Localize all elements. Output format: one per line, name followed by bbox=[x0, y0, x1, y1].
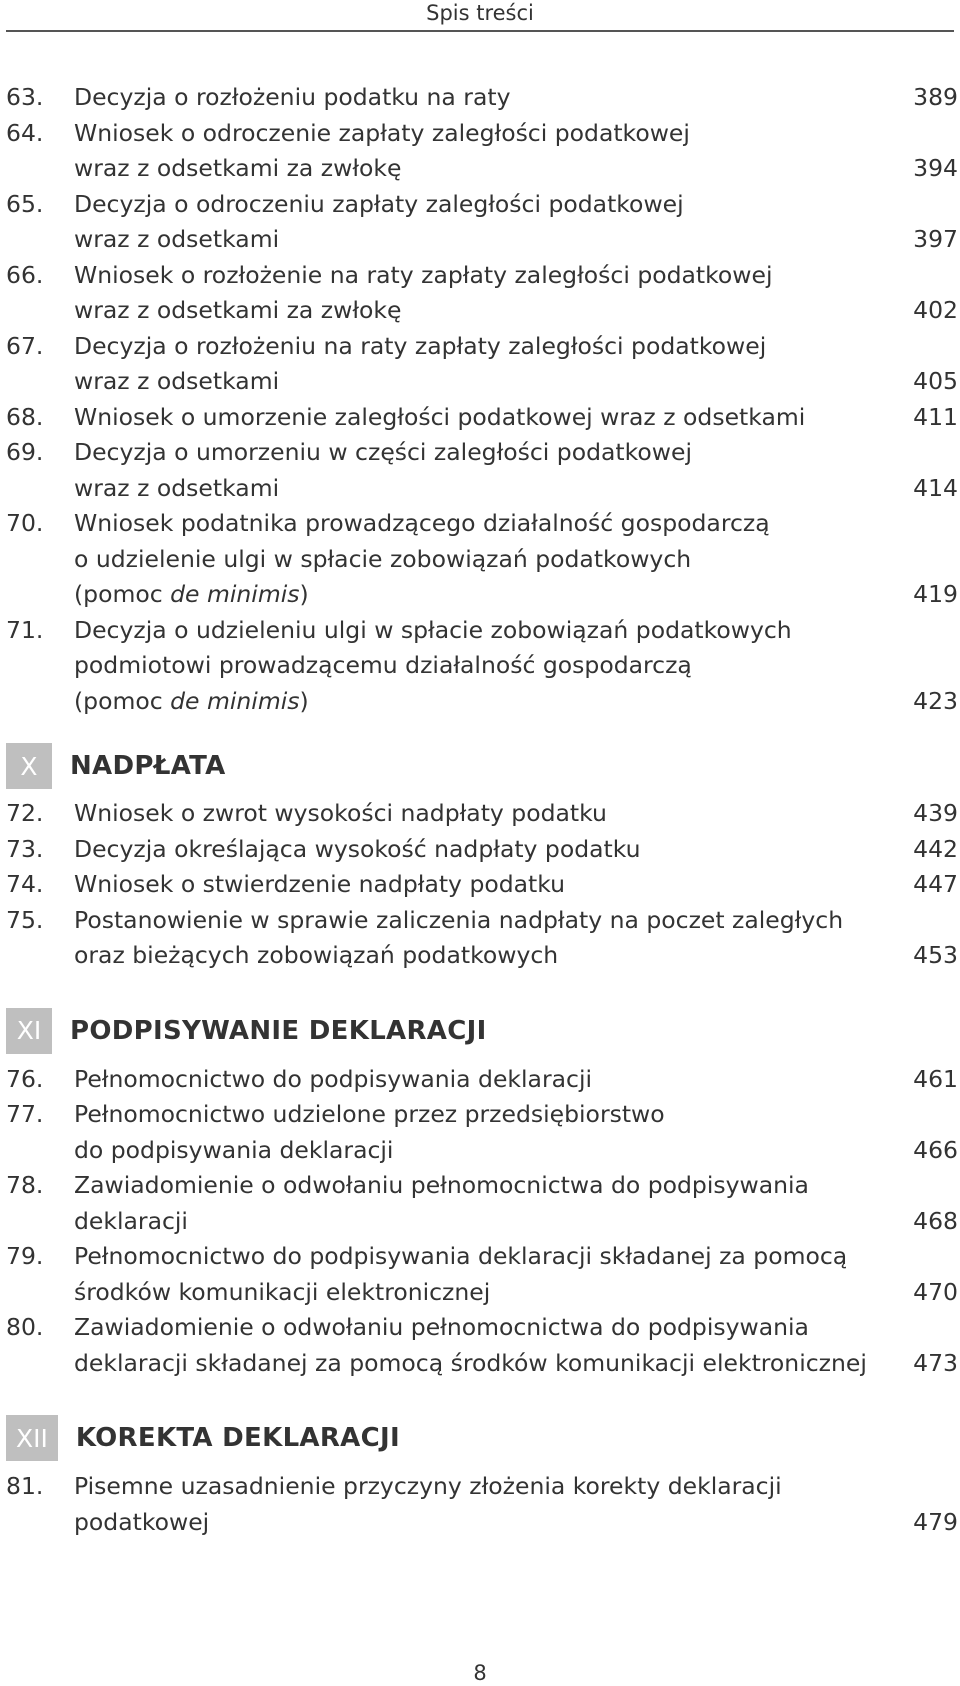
entry-title bbox=[74, 400, 878, 436]
toc-entry bbox=[6, 903, 958, 974]
entry-title-line: podatkowej bbox=[74, 1507, 210, 1536]
entry-number: 74. bbox=[6, 870, 44, 898]
entry-page-number: 468 bbox=[913, 1206, 958, 1235]
entry-title-line: Wniosek o rozłożenie na raty zapłaty zaległości podatkowej bbox=[74, 260, 773, 289]
entry-number: 72. bbox=[6, 799, 44, 827]
entry-title-line: podmiotowi prowadzącemu działalność gospodarczą bbox=[74, 651, 692, 679]
entry-title bbox=[74, 187, 878, 258]
entry-title-line: Decyzja o umorzeniu w części zaległości podatkowej bbox=[74, 438, 692, 466]
entry-title-line: do podpisywania deklaracji bbox=[74, 1135, 394, 1164]
entry-title bbox=[74, 613, 878, 720]
entry-title bbox=[74, 867, 878, 903]
toc-entry bbox=[6, 1469, 958, 1540]
entry-title bbox=[74, 258, 878, 329]
entry-title-line: deklaracji składanej za pomocą środków komunikacji elektronicznej bbox=[74, 1348, 867, 1377]
text-fragment: ) bbox=[299, 580, 309, 608]
toc-group-xii bbox=[6, 1469, 958, 1540]
entry-title-line: oraz bieżących zobowiązań podatkowych bbox=[74, 941, 559, 969]
entry-title bbox=[74, 1469, 878, 1540]
entry-title bbox=[74, 329, 878, 400]
entry-page-number: 402 bbox=[913, 296, 958, 324]
italic-term: de minimis bbox=[170, 580, 300, 608]
section-badge: XI bbox=[6, 1008, 52, 1054]
entry-number: 67. bbox=[6, 331, 44, 360]
entry-page-number: 405 bbox=[913, 367, 958, 395]
toc-group-xi bbox=[6, 1062, 958, 1382]
entry-page-number: 442 bbox=[913, 834, 958, 863]
entry-page-number: 466 bbox=[913, 1135, 958, 1164]
section-badge: XII bbox=[6, 1415, 58, 1461]
entry-number: 78. bbox=[6, 1171, 44, 1199]
entry-title-line: wraz z odsetkami bbox=[74, 225, 280, 253]
entry-number: 69. bbox=[6, 438, 44, 466]
table-of-contents bbox=[6, 80, 958, 1540]
entry-page-number: 389 bbox=[913, 83, 958, 111]
entry-title-line: wraz z odsetkami za zwłokę bbox=[74, 296, 402, 324]
toc-entry bbox=[6, 116, 958, 187]
entry-title-line: Wniosek o umorzenie zaległości podatkowej wraz z odsetkami bbox=[74, 402, 806, 431]
toc-entry bbox=[6, 796, 958, 832]
entry-page-number: 461 bbox=[913, 1064, 958, 1093]
toc-entry bbox=[6, 1062, 958, 1098]
entry-title-line: Wniosek o zwrot wysokości nadpłaty podatku bbox=[74, 799, 607, 827]
entry-page-number: 397 bbox=[913, 225, 958, 253]
toc-group-a bbox=[6, 80, 958, 506]
toc-entry bbox=[6, 1239, 958, 1310]
entry-page-number: 394 bbox=[913, 154, 958, 182]
text-fragment: ) bbox=[299, 686, 309, 715]
entry-number: 73. bbox=[6, 834, 44, 863]
entry-title-line: Wniosek o stwierdzenie nadpłaty podatku bbox=[74, 870, 566, 898]
entry-title-line: Decyzja określająca wysokość nadpłaty podatku bbox=[74, 834, 641, 863]
entry-title bbox=[74, 116, 878, 187]
entry-title bbox=[74, 1239, 878, 1310]
entry-page-number: 479 bbox=[913, 1507, 958, 1536]
entry-title bbox=[74, 796, 878, 832]
entry-page-number: 411 bbox=[913, 402, 958, 431]
entry-page-number: 473 bbox=[913, 1348, 958, 1377]
entry-title-line: środków komunikacji elektronicznej bbox=[74, 1277, 491, 1306]
entry-title bbox=[74, 1168, 878, 1239]
entry-title-line bbox=[74, 577, 878, 613]
text-fragment: (pomoc bbox=[74, 580, 171, 608]
entry-page-number: 453 bbox=[913, 941, 958, 969]
toc-entry bbox=[6, 80, 958, 116]
entry-title-line: o udzielenie ulgi w spłacie zobowiązań podatkowych bbox=[74, 544, 692, 573]
entry-title-line: wraz z odsetkami bbox=[74, 367, 280, 395]
toc-entry bbox=[6, 329, 958, 400]
entry-title bbox=[74, 1310, 878, 1381]
toc-entry bbox=[6, 258, 958, 329]
entry-number: 64. bbox=[6, 118, 44, 147]
entry-title-line: Zawiadomienie o odwołaniu pełnomocnictwa do podpisywania bbox=[74, 1171, 809, 1199]
toc-entry bbox=[6, 1310, 958, 1381]
toc-entry bbox=[6, 435, 958, 506]
toc-entry bbox=[6, 1168, 958, 1239]
entry-page-number: 423 bbox=[913, 686, 958, 715]
entry-number: 70. bbox=[6, 509, 44, 537]
entry-page-number: 439 bbox=[913, 799, 958, 827]
entry-title-line: wraz z odsetkami za zwłokę bbox=[74, 154, 402, 182]
entry-title-line: Zawiadomienie o odwołaniu pełnomocnictwa do podpisywania bbox=[74, 1313, 809, 1341]
toc-entry bbox=[6, 613, 958, 720]
entry-number: 75. bbox=[6, 905, 44, 934]
entry-page-number: 414 bbox=[913, 473, 958, 502]
entry-title-line: Pisemne uzasadnienie przyczyny złożenia korekty deklaracji bbox=[74, 1472, 782, 1500]
entry-title-line: wraz z odsetkami bbox=[74, 473, 280, 502]
section-title: PODPISYWANIE DEKLARACJI bbox=[70, 1015, 487, 1046]
entry-title-line: Wniosek podatnika prowadzącego działalność gospodarczą bbox=[74, 509, 770, 537]
entry-title-line: Decyzja o rozłożeniu na raty zapłaty zaległości podatkowej bbox=[74, 331, 767, 360]
entry-number: 66. bbox=[6, 260, 44, 289]
page-number: 8 bbox=[473, 1661, 487, 1685]
entry-title-line: Postanowienie w sprawie zaliczenia nadpłaty na poczet zaległych bbox=[74, 905, 844, 934]
section-heading-x bbox=[6, 743, 958, 789]
running-head: Spis treści bbox=[426, 1, 534, 25]
entry-title bbox=[74, 1097, 878, 1168]
section-heading-xi bbox=[6, 1008, 958, 1054]
entry-number: 80. bbox=[6, 1313, 44, 1341]
entry-title-line: Pełnomocnictwo do podpisywania deklaracji bbox=[74, 1064, 592, 1093]
entry-number: 81. bbox=[6, 1472, 44, 1500]
toc-group-x bbox=[6, 796, 958, 974]
entry-number: 71. bbox=[6, 615, 44, 644]
entry-page-number: 447 bbox=[913, 870, 958, 898]
entry-title-line: Decyzja o rozłożeniu podatku na raty bbox=[74, 83, 511, 111]
entry-title bbox=[74, 1062, 878, 1098]
toc-entry bbox=[6, 506, 958, 613]
entry-title-line: Decyzja o udzieleniu ulgi w spłacie zobowiązań podatkowych bbox=[74, 615, 792, 644]
entry-page-number: 470 bbox=[913, 1277, 958, 1306]
italic-term: de minimis bbox=[170, 686, 300, 715]
entry-number: 77. bbox=[6, 1100, 44, 1128]
entry-number: 79. bbox=[6, 1242, 44, 1270]
entry-number: 65. bbox=[6, 189, 44, 218]
entry-title-line: Pełnomocnictwo do podpisywania deklaracji składanej za pomocą bbox=[74, 1242, 848, 1270]
entry-page-number: 419 bbox=[913, 580, 958, 608]
section-title: KOREKTA DEKLARACJI bbox=[75, 1423, 400, 1453]
entry-title-line: Decyzja o odroczeniu zapłaty zaległości podatkowej bbox=[74, 189, 684, 218]
entry-number: 68. bbox=[6, 402, 44, 431]
toc-entry bbox=[6, 832, 958, 868]
entry-title bbox=[74, 506, 878, 613]
toc-entry bbox=[6, 1097, 958, 1168]
entry-number: 76. bbox=[6, 1064, 44, 1093]
entry-title bbox=[74, 80, 878, 116]
entry-title bbox=[74, 903, 878, 974]
section-heading-xii bbox=[6, 1415, 958, 1461]
toc-entry bbox=[6, 400, 958, 436]
section-badge: X bbox=[6, 743, 52, 789]
entry-number: 63. bbox=[6, 83, 44, 111]
entry-title bbox=[74, 832, 878, 868]
entry-title-line: Pełnomocnictwo udzielone przez przedsiębiorstwo bbox=[74, 1100, 665, 1128]
entry-title-line: deklaracji bbox=[74, 1206, 188, 1235]
text-fragment: (pomoc bbox=[74, 686, 171, 715]
entry-title-line: Wniosek o odroczenie zapłaty zaległości podatkowej bbox=[74, 118, 690, 147]
header-rule bbox=[6, 30, 954, 32]
toc-entry bbox=[6, 867, 958, 903]
entry-title-line bbox=[74, 684, 878, 720]
entry-title bbox=[74, 435, 878, 506]
section-title: NADPŁATA bbox=[70, 751, 226, 781]
toc-entry bbox=[6, 187, 958, 258]
